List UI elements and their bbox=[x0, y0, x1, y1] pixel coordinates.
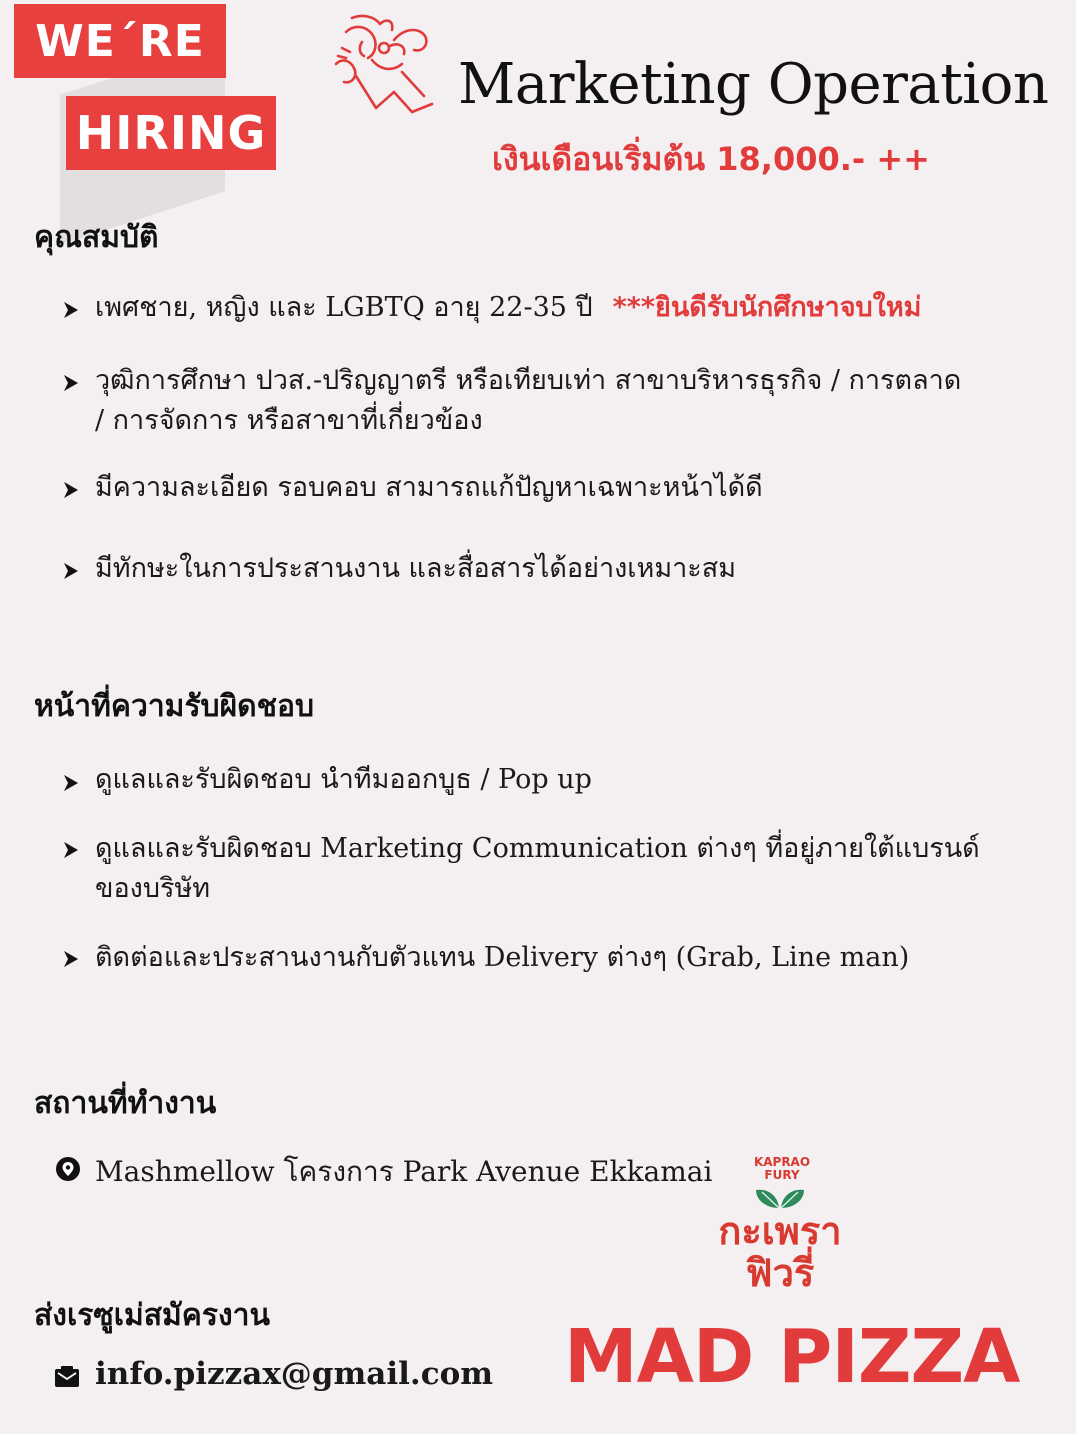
were-tag: WE´RE bbox=[14, 4, 226, 78]
qualification-item: มีทักษะในการประสานงาน และสื่อสารได้อย่างเหมาะสม bbox=[95, 553, 737, 584]
fury-en-text: FURY bbox=[764, 1168, 800, 1182]
workplace-location: Mashmellow โครงการ Park Avenue Ekkamai bbox=[95, 1155, 713, 1188]
bullet-arrow-icon bbox=[62, 300, 80, 320]
kaprao-fury-thai-logo bbox=[700, 1210, 860, 1294]
email-icon bbox=[54, 1366, 80, 1388]
responsibilities-heading: หน้าที่ความรับผิดชอบ bbox=[34, 689, 315, 724]
responsibility-item: ติดต่อและประสานงานกับตัวแทน Delivery ต่างๆ (Grab, Line man) bbox=[95, 942, 910, 973]
responsibility-item: ดูแลและรับผิดชอบ Marketing Communication ต่างๆ ที่อยู่ภายใต้แบรนด์ของบริษัท bbox=[95, 833, 980, 904]
kaprao-fury-logo-text bbox=[752, 1156, 812, 1182]
apply-heading: ส่งเรซูเม่สมัครงาน bbox=[34, 1298, 270, 1333]
kaprao-en-text: KAPRAO bbox=[753, 1155, 811, 1169]
job-title: Marketing Operation bbox=[458, 52, 1049, 117]
qualification-item bbox=[95, 288, 995, 328]
bullet-arrow-icon bbox=[62, 561, 80, 581]
bullet-arrow-icon bbox=[62, 949, 80, 969]
bullet-arrow-icon bbox=[62, 373, 80, 393]
qualification-text: เพศชาย, หญิง และ LGBTQ อายุ 22-35 ปี bbox=[95, 292, 593, 323]
basil-leaves-icon bbox=[752, 1184, 808, 1210]
kaprao-thai-text: กะเพรา bbox=[718, 1209, 842, 1253]
hiring-tag: HIRING bbox=[66, 96, 276, 170]
chef-illustration-icon bbox=[332, 12, 440, 116]
responsibility-item: ดูแลและรับผิดชอบ นำทีมออกบูธ / Pop up bbox=[95, 764, 592, 795]
email-address[interactable]: info.pizzax@gmail.com bbox=[95, 1356, 494, 1392]
mad-pizza-logo: MAD PIZZA bbox=[564, 1314, 1020, 1400]
bullet-arrow-icon bbox=[62, 840, 80, 860]
fury-thai-text: ฟิวรี่ bbox=[745, 1251, 815, 1295]
location-pin-icon bbox=[55, 1156, 81, 1182]
salary-text: เงินเดือนเริ่มต้น 18,000.- ++ bbox=[492, 140, 930, 178]
qualifications-heading: คุณสมบัติ bbox=[34, 220, 159, 255]
qualification-item: วุฒิการศึกษา ปวส.-ปริญญาตรี หรือเทียบเท่า สาขาบริหารธุรกิจ / การตลาด / การจัดการ หรือสาขาที่เกี่ยวข้อง bbox=[95, 365, 962, 436]
bullet-arrow-icon bbox=[62, 480, 80, 500]
workplace-heading: สถานที่ทำงาน bbox=[34, 1086, 217, 1121]
bullet-arrow-icon bbox=[62, 773, 80, 793]
qualification-item: มีความละเอียด รอบคอบ สามารถแก้ปัญหาเฉพาะหน้าได้ดี bbox=[95, 472, 763, 503]
new-graduate-note: ***ยินดีรับนักศึกษาจบใหม่ bbox=[612, 292, 922, 323]
